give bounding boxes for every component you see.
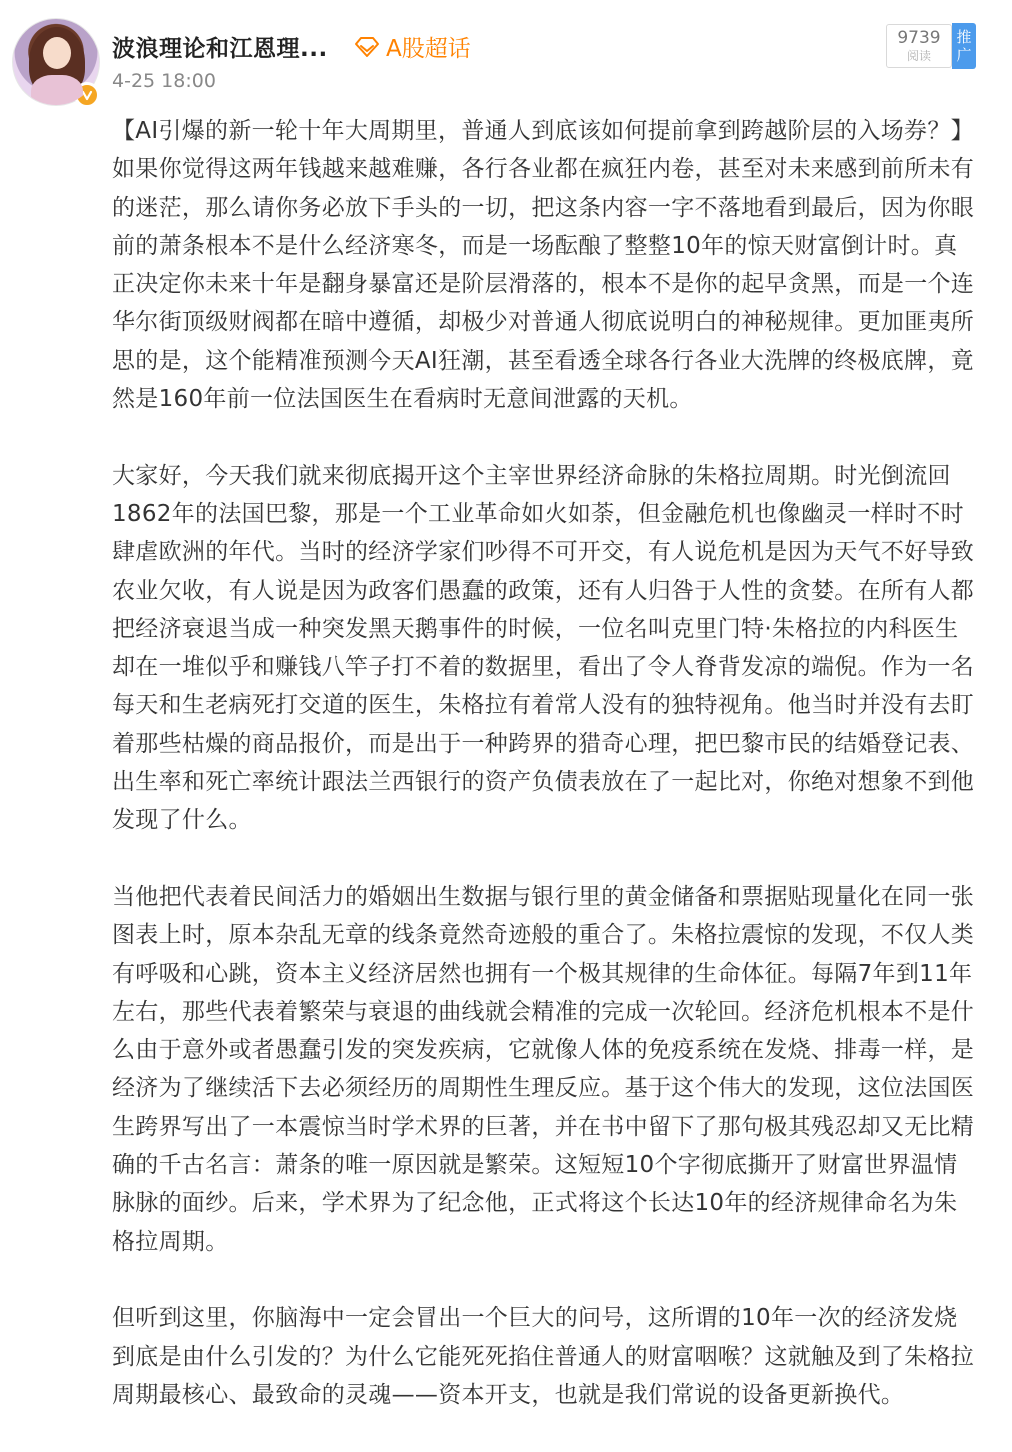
promo-tag[interactable]: 推广 [952, 23, 976, 69]
read-label: 阅读 [906, 49, 931, 63]
supertopic-label: A股超话 [386, 36, 471, 62]
post-content [112, 112, 980, 1414]
diamond-icon [354, 36, 380, 58]
supertopic-link[interactable] [354, 30, 471, 63]
paragraph-4: 但听到这里，你脑海中一定会冒出一个巨大的问号，这所谓的10年一次的经济发烧到底是由什么引发的？为什么它能死死掐住普通人的财富咽喉？这就触及到了朱格拉周期最核心、最致命的灵魂——资本开支，也就是我们常说的设备更新换代。 [112, 1305, 975, 1408]
author-name[interactable]: 波浪理论和江恩理... [112, 36, 328, 62]
avatar[interactable] [12, 18, 100, 106]
paragraph-3: 当他把代表着民间活力的婚姻出生数据与银行里的黄金储备和票据贴现量化在同一张图表上时，原本杂乱无章的线条竟然奇迹般的重合了。朱格拉震惊的发现，不仅人类有呼吸和心跳，资本主义经济居然也拥有一个极其规律的生命体征。每隔7年到11年左右，那些代表着繁荣与衰退的曲线就会精准的完成一次轮回。经济危机根本不是什么由于意外或者愚蠢引发的突发疾病，它就像人体的免疫系统在发烧、排毒一样，是经济为了继续活下去必须经历的周期性生理反应。基于这个伟大的发现，这位法国医生跨界写出了一本震惊当时学术界的巨著，并在书中留下了那句极其残忍却又无比精确的千古名言：萧条的唯一原因就是繁荣。这短短10个字彻底撕开了财富世界温情脉脉的面纱。后来，学术界为了纪念他，正式将这个长达10年的经济规律命名为朱格拉周期。 [112, 883, 975, 1255]
read-count-box [886, 24, 952, 68]
post-time: 4-25 18:00 [112, 70, 216, 92]
post-header [0, 0, 1012, 108]
paragraph-2: 大家好，今天我们就来彻底揭开这个主宰世界经济命脉的朱格拉周期。时光倒流回1862年的法国巴黎，那是一个工业革命如火如荼，但金融危机也像幽灵一样时不时肆虐欧洲的年代。当时的经济学家们吵得不可开交，有人说危机是因为天气不好导致农业欠收，有人说是因为政客们愚蠢的政策，还有人归咎于人性的贪婪。在所有人都把经济衰退当成一种突发黑天鹅事件的时候，一位名叫克里门特·朱格拉的内科医生却在一堆似乎和赚钱八竿子打不着的数据里，看出了令人脊背发凉的端倪。作为一名每天和生老病死打交道的医生，朱格拉有着常人没有的独特视角。他当时并没有去盯着那些枯燥的商品报价，而是出于一种跨界的猎奇心理，把巴黎市民的结婚登记表、出生率和死亡率统计跟法兰西银行的资产负债表放在了一起比对，你绝对想象不到他发现了什么。 [112, 462, 975, 834]
read-count: 9739 [897, 28, 941, 48]
paragraph-intro: 【AI引爆的新一轮十年大周期里，普通人到底该如何提前拿到跨越阶层的入场券？】 如果你觉得这两年钱越来越难赚，各行各业都在疯狂内卷，甚至对未来感到前所未有的迷茫，那么请你务必放下手头的一切，把这条内容一字不落地看到最后，因为你眼前的萧条根本不是什么经济寒冬，而是一场酝酿了整整10年的惊天财富倒计时。真正决定你未来十年是翻身暴富还是阶层滑落的，根本不是你的起早贪黑，而是一个连华尔街顶级财阀都在暗中遵循，却极少对普通人彻底说明白的神秘规律。更加匪夷所思的是，这个能精准预测今天AI狂潮，甚至看透全球各行各业大洗牌的终极底牌，竟然是160年前一位法国医生在看病时无意间泄露的天机。 [112, 118, 975, 413]
